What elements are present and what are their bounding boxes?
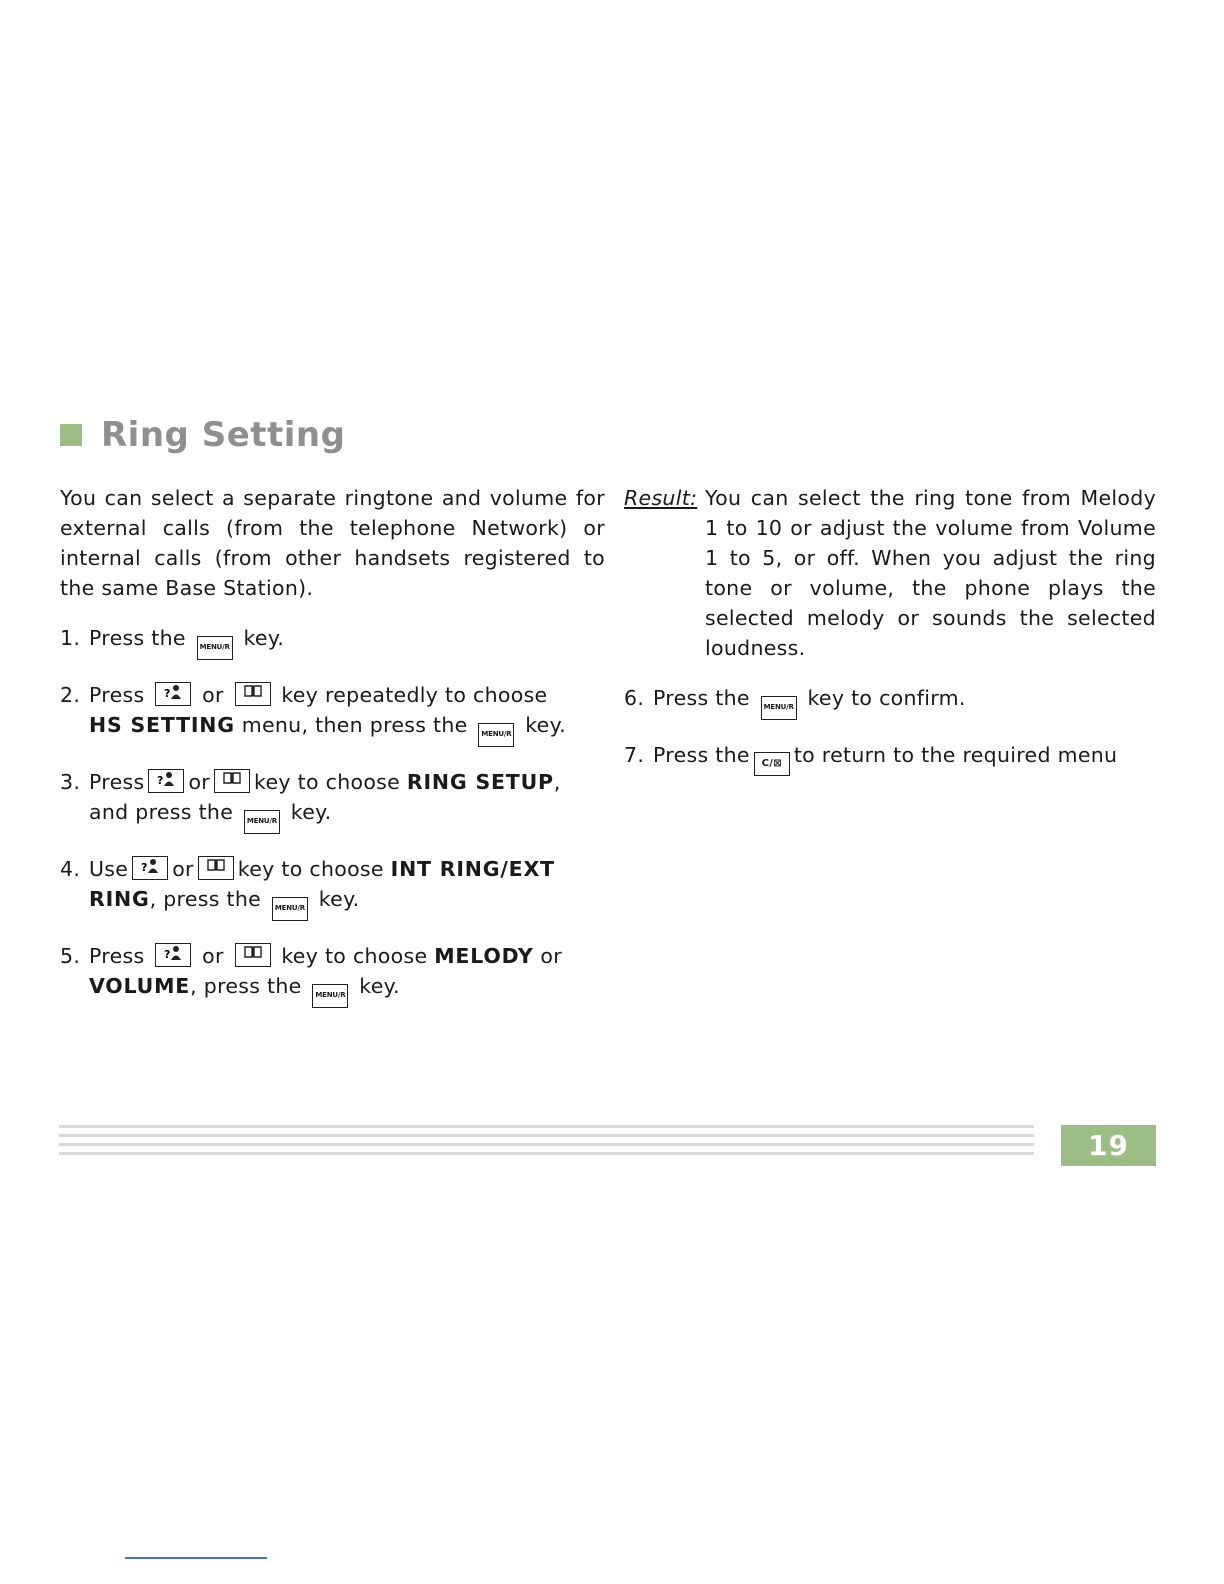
svg-text:?: ? (164, 948, 171, 961)
phonebook-key-icon (148, 769, 184, 793)
step-text: Press the (653, 743, 750, 767)
menu-name: MELODY (434, 944, 534, 968)
menu-name: RING SETUP (406, 770, 554, 794)
book-key-icon (235, 943, 271, 967)
step-text: key. (290, 800, 332, 824)
step-6 (624, 683, 1156, 720)
step-text: , press the (190, 974, 302, 998)
menu-name: HS SETTING (89, 713, 235, 737)
step-text: key. (359, 974, 400, 998)
step-text: or (202, 944, 224, 968)
menu-key-icon: MENU/R (244, 810, 280, 834)
step-text: to return to the required menu (793, 743, 1118, 767)
svg-text:?: ? (157, 774, 165, 787)
step-text: Press (89, 770, 145, 794)
menu-name: INT RING/EXT RING (89, 857, 555, 911)
clear-key-icon: C/⊠ (754, 752, 790, 776)
phonebook-key-icon (132, 856, 168, 880)
bottom-divider (125, 1557, 267, 1559)
step-1 (60, 623, 605, 660)
step-5 (60, 941, 605, 1008)
step-text: or (188, 770, 211, 794)
result-label: Result: (624, 486, 698, 510)
left-column (60, 483, 605, 1028)
step-text: key. (318, 887, 360, 911)
svg-text:?: ? (164, 687, 171, 700)
step-number: 2. (60, 683, 81, 707)
step-text: Press (89, 944, 145, 968)
step-text: or (540, 944, 562, 968)
book-key-icon (198, 856, 234, 880)
footer-rule (59, 1143, 1034, 1146)
step-text: Press (89, 683, 145, 707)
footer-rule (59, 1125, 1034, 1128)
right-column (624, 483, 1156, 796)
page-number: 19 (1061, 1125, 1156, 1166)
footer-rule (59, 1152, 1034, 1155)
step-text: Use (89, 857, 129, 881)
step-text: key to confirm. (807, 686, 966, 710)
menu-key-icon: MENU/R (272, 897, 308, 921)
step-text: key to choose (254, 770, 401, 794)
step-number: 5. (60, 944, 81, 968)
menu-key-icon: MENU/R (478, 723, 514, 747)
step-text: key. (243, 626, 285, 650)
heading-bullet (60, 424, 82, 446)
phonebook-key-icon (155, 943, 191, 967)
step-2 (60, 680, 605, 747)
step-text: key to choose (281, 944, 428, 968)
step-text: key. (525, 713, 566, 737)
phonebook-key-icon (155, 682, 191, 706)
menu-name: VOLUME (89, 974, 191, 998)
step-number: 4. (60, 857, 81, 881)
step-text: Press the (89, 626, 186, 650)
result-block (624, 483, 1156, 663)
step-number: 7. (624, 743, 645, 767)
step-text: key repeatedly to choose (281, 683, 548, 707)
step-number: 1. (60, 626, 81, 650)
intro-paragraph: You can select a separate ringtone and volume for external calls (from the telephone Network) or internal calls (from other handsets registered to the same Base Station). (60, 486, 605, 600)
section-heading (60, 410, 345, 460)
step-text: menu, then press the (241, 713, 468, 737)
step-text: , (553, 770, 561, 794)
book-key-icon (214, 769, 250, 793)
step-text: and press the (89, 800, 234, 824)
footer-rules (59, 1125, 1034, 1161)
step-number: 3. (60, 770, 81, 794)
step-4 (60, 854, 605, 921)
step-3 (60, 767, 605, 834)
step-text: Press the (653, 686, 750, 710)
svg-text:?: ? (141, 861, 148, 874)
menu-key-icon: MENU/R (197, 636, 233, 660)
book-key-icon (235, 682, 271, 706)
step-text: or (202, 683, 224, 707)
step-7 (624, 740, 1156, 776)
footer-rule (59, 1134, 1034, 1137)
step-number: 6. (624, 686, 645, 710)
step-text: , press the (149, 887, 262, 911)
step-text: or (172, 857, 194, 881)
menu-key-icon: MENU/R (312, 984, 348, 1008)
step-text: key to choose (237, 857, 384, 881)
result-text: You can select the ring tone from Melody 1 to 10 or adjust the volume from Volume 1 to 5, or off. When you adjust the ring tone or volume, the phone plays the selected melody or sounds the selected loudness. (705, 486, 1156, 660)
menu-key-icon: MENU/R (761, 696, 797, 720)
page-title: Ring Setting (101, 415, 346, 455)
